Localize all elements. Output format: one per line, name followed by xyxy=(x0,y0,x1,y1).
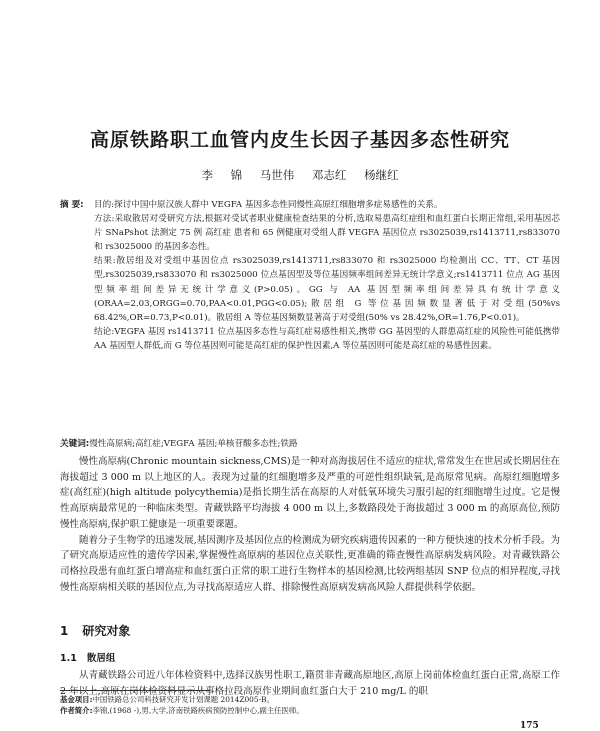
abstract-label: 摘 要: xyxy=(60,200,84,210)
fund-footnote xyxy=(60,694,560,705)
author: 李 锦 xyxy=(201,168,243,182)
intro-paragraph: 慢性高原病(Chronic mountain sickness,CMS)是一种对高海拔居住不适应的症状,常常发生在世居或长期居住在海拔超过 3 000 m 以上地区的人。表现为过量的红细胞增多及严重的可逆性组织缺氧,是高原常见病。高原红细胞增多症(高红症)(high altitude polycythemia)是指长期生活在高原的人对低氧环境失习服引起的红细胞增生过度。它是慢性高原病最常见的一种临床类型。青藏铁路平均海拔 4 000 m 以上,多数路段处于海拔超过 3 000 m 的高原高位,预防慢性高原病,保护职工健康是一项重要课题。 xyxy=(60,456,560,530)
author: 杨继红 xyxy=(364,168,399,182)
author-list xyxy=(40,167,560,183)
abstract-conclusion: 结论:VEGFA 基因 rs1413711 位点基因多态性与高红症易感性相关,携带 GG 基因型的人群患高红症的风险性可能低携带 AA 基因型人群低,而 G 等位基因则可能是高红症的保护性因素,A 等位基因则可能是高红症的易感性因素。 xyxy=(94,326,560,351)
keywords-text: 慢性高原病;高红症;VEGFA 基因;单核苷酸多态性;铁路 xyxy=(89,439,298,449)
abstract xyxy=(60,198,560,353)
subsection-title-text: 散居组 xyxy=(86,653,116,664)
section-number: 1 xyxy=(60,624,69,638)
footnotes xyxy=(60,694,560,716)
subsection-heading xyxy=(60,650,125,664)
author: 邓志红 xyxy=(311,168,347,182)
section-title-text: 研究对象 xyxy=(82,624,131,638)
section-heading xyxy=(60,622,144,639)
footnote-divider xyxy=(60,690,210,691)
fund-label: 基金项目: xyxy=(60,695,93,704)
intro-paragraph: 随着分子生物学的迅速发展,基因测序及基因位点的检测成为研究疾病遗传因素的一种方便快速的技术分析手段。为了研究高原适应性的遗传学因素,掌握慢性高原病的基因位点关联性,更准确的筛查慢性高原病发病风险。对青藏铁路公司格拉段患有血红蛋白增高症和血红蛋白正常的职工进行生物样本的基因检测,比较两组基因 SNP 位点的相异程度,寻找慢性高原病相关联的基因位点,为寻找高原适应人群、排除慢性高原病发病高风险人群提供科学依据。 xyxy=(60,534,560,593)
abstract-results: 结果:散居组及对受组中基因位点 rs3025039,rs1413711,rs833070 和 rs3025000 均检测出 CC、TT、CT 基因型,rs3025039,rs833070 和 rs3025000 位点基因型及等位基因频率组间差异无统计学意义;rs1413711 位点 AG 基因型频率组间差异无统计学意义(P>0.05)。GG 与 AA 基因型频率组间差异具有统计学意义(ORAA=2.03,ORGG=0.70,PAA<0.01,PGG<0.05);散居组 G 等位基因频数显著低于对受组(50%vs 68.42%,OR=0.73,P<0.01)。散居组 A 等位基因频数显著高于对受组(50% vs 28.42%,OR=1.76,P<0.01)。 xyxy=(94,256,560,323)
author-footnote xyxy=(60,705,560,716)
body-paragraph: 从青藏铁路公司近八年体检资料中,选择汉族男性职工,籍贯非青藏高原地区,高原上岗前体检血红蛋白正常,高原工作 2 年以上,高原在岗体检资料显示从事格拉段高原作业期间血红蛋白大于 210 mg/L 的职 xyxy=(60,670,560,697)
keywords-label: 关键词: xyxy=(60,439,90,449)
keywords xyxy=(60,437,560,451)
introduction xyxy=(60,454,560,595)
subsection-number: 1.1 xyxy=(60,653,77,664)
abstract-objective: 目的:探讨中国中原汉族人群中 VEGFA 基因多态性同慢性高原红细胞增多症易感性的关系。 xyxy=(94,200,443,210)
author-bio-text: 李锦,(1968 -),男,大学,济南铁路疾病预防控制中心,副主任医师。 xyxy=(92,706,304,715)
fund-text: 中国铁路总公司科技研究开发计划课题 2014Z005-B。 xyxy=(92,695,274,704)
author: 马世伟 xyxy=(259,168,295,182)
author-bio-label: 作者简介: xyxy=(60,706,93,715)
page-number: 175 xyxy=(520,721,539,731)
article-title: 高原铁路职工血管内皮生长因子基因多态性研究 xyxy=(89,129,510,151)
abstract-methods: 方法:采取散居对受研究方法,根据对受试者职业健康检查结果的分析,选取易患高红症组和血红蛋白长期正常组,采用基因芯片 SNaPshot 法测定 75 例 高红症 患者和 65 例健康对受组人群 VEGFA 基因位点 rs3025039,rs1413711,rs833070 和 rs3025000 的基因多态性。 xyxy=(94,214,560,253)
